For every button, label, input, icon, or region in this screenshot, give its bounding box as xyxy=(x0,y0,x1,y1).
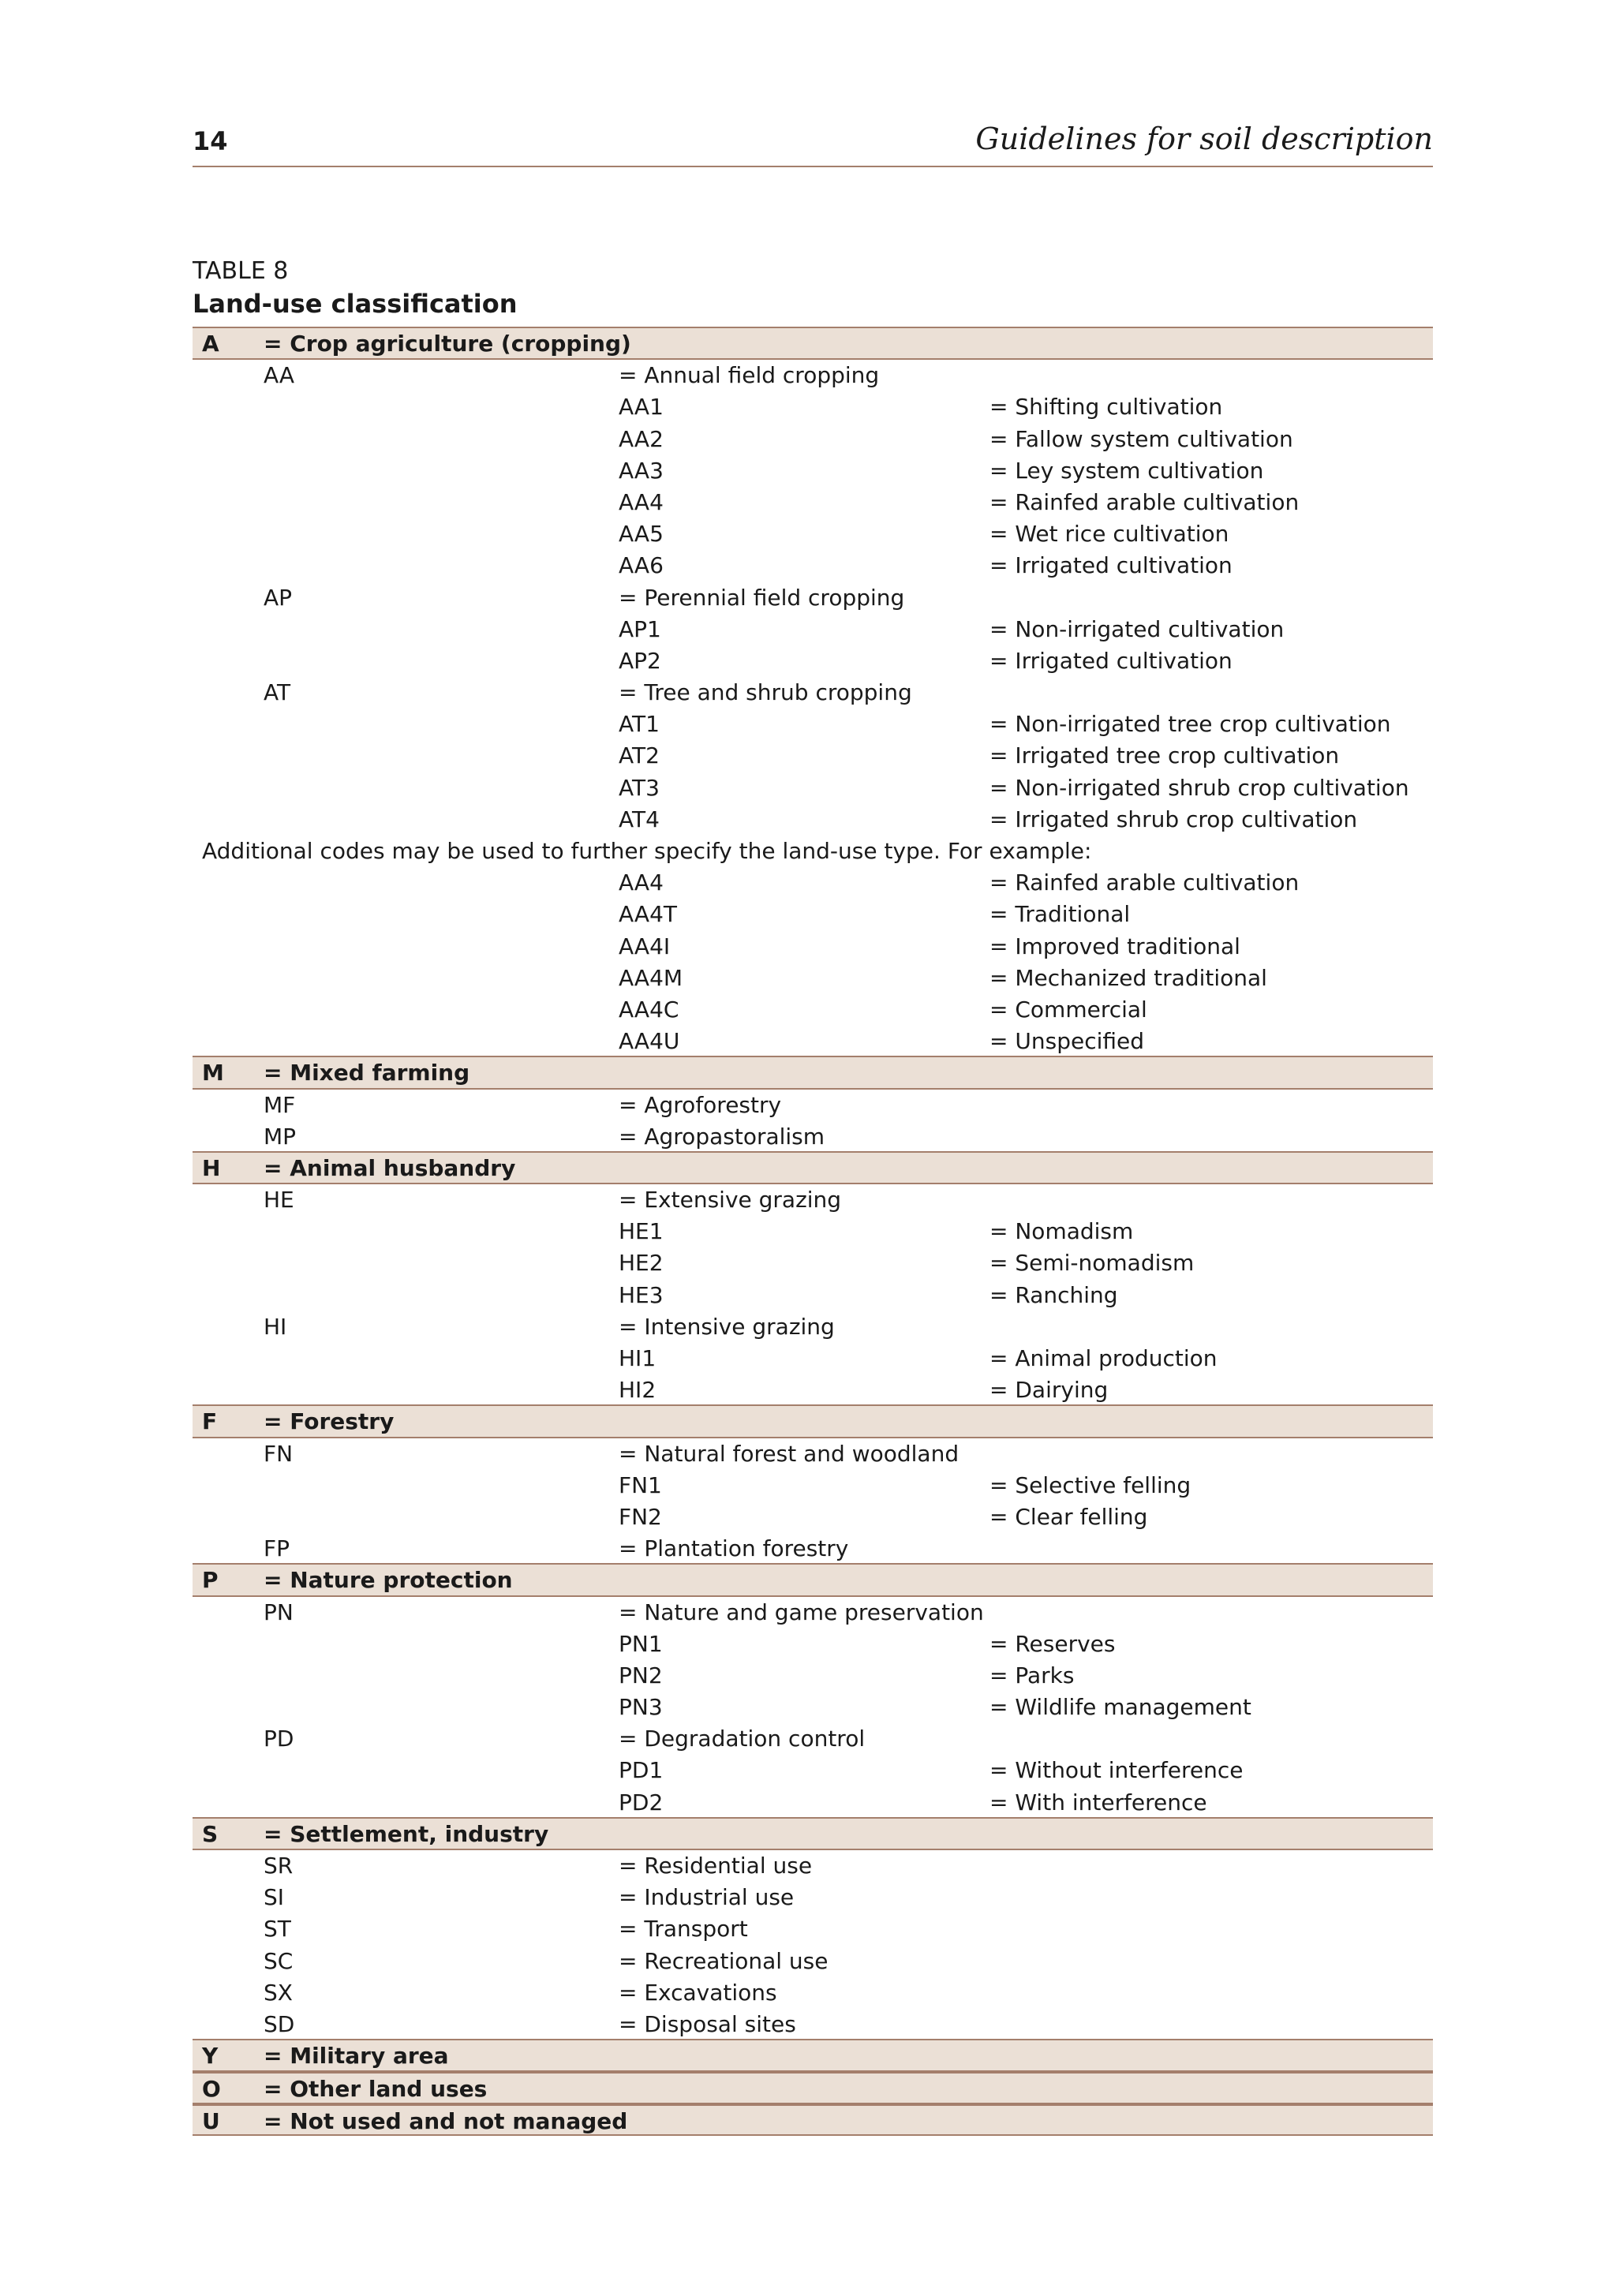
category-label: = Other land uses xyxy=(264,2076,488,2103)
subclass-row xyxy=(193,1977,1433,2009)
category-code: Y xyxy=(202,2043,219,2070)
subclass-code: SI xyxy=(264,1884,285,1911)
subclass-label: = Excavations xyxy=(619,1979,777,2006)
subclass-code: SD xyxy=(264,2010,295,2037)
detail-row xyxy=(193,1470,1433,1501)
subclass-row xyxy=(193,1850,1433,1882)
subclass-code: ST xyxy=(264,1916,291,1943)
subclass-code: PD xyxy=(264,1726,294,1752)
detail-code: PN1 xyxy=(619,1630,663,1657)
detail-row xyxy=(193,772,1433,804)
detail-label: = Animal production xyxy=(989,1345,1218,1371)
detail-code: FN1 xyxy=(619,1471,662,1498)
category-label: = Military area xyxy=(264,2043,449,2070)
detail-label: = Parks xyxy=(989,1662,1075,1688)
subclass-row xyxy=(193,2009,1433,2040)
detail-code: AA3 xyxy=(619,457,664,484)
subclass-row xyxy=(193,1311,1433,1343)
detail-row xyxy=(193,931,1433,963)
detail-row xyxy=(193,1280,1433,1311)
detail-label: = Non-irrigated shrub crop cultivation xyxy=(989,774,1409,801)
detail-code: HE3 xyxy=(619,1281,664,1308)
category-row xyxy=(193,1057,1433,1089)
category-label: = Mixed farming xyxy=(264,1060,470,1086)
detail-label: = With interference xyxy=(989,1789,1207,1815)
detail-label: = Wet rice cultivation xyxy=(989,521,1229,548)
detail-label: = Without interference xyxy=(989,1757,1244,1784)
subclass-label: = Natural forest and woodland xyxy=(619,1440,960,1467)
detail-row xyxy=(193,1501,1433,1533)
detail-row xyxy=(193,1629,1433,1660)
land-use-table xyxy=(193,327,1433,2136)
detail-row xyxy=(193,550,1433,581)
detail-label: = Irrigated shrub crop cultivation xyxy=(989,806,1358,832)
detail-code: AP1 xyxy=(619,615,661,642)
subclass-code: SX xyxy=(264,1979,293,2006)
detail-row xyxy=(193,1787,1433,1819)
detail-label: = Traditional xyxy=(989,901,1131,928)
category-row xyxy=(193,1565,1433,1596)
detail-row xyxy=(193,1692,1433,1723)
detail-code: PD2 xyxy=(619,1789,664,1815)
detail-label: = Ley system cultivation xyxy=(989,457,1264,484)
detail-code: HI1 xyxy=(619,1345,656,1371)
subclass-row xyxy=(193,1533,1433,1565)
subclass-code: MF xyxy=(264,1091,296,1118)
page-number: 14 xyxy=(193,126,228,156)
detail-label: = Nomadism xyxy=(989,1218,1134,1245)
category-code: M xyxy=(202,1060,224,1086)
detail-code: AT4 xyxy=(619,806,660,832)
detail-row xyxy=(193,518,1433,550)
detail-code: PN3 xyxy=(619,1694,663,1721)
detail-code: AA4 xyxy=(619,869,664,896)
detail-code: AA5 xyxy=(619,521,664,548)
subclass-label: = Recreational use xyxy=(619,1947,829,1974)
detail-code: AA2 xyxy=(619,425,664,452)
subclass-row xyxy=(193,1913,1433,1945)
detail-row xyxy=(193,1755,1433,1786)
subclass-label: = Plantation forestry xyxy=(619,1535,849,1562)
category-row xyxy=(193,2072,1433,2103)
detail-label: = Selective felling xyxy=(989,1471,1191,1498)
note-text: Additional codes may be used to further specify the land-use type. For example: xyxy=(202,838,1092,864)
subclass-row xyxy=(193,1090,1433,1121)
category-label: = Nature protection xyxy=(264,1567,513,1594)
category-label: = Settlement, industry xyxy=(264,1820,549,1847)
detail-code: AT2 xyxy=(619,742,660,769)
category-row xyxy=(193,328,1433,360)
detail-row xyxy=(193,804,1433,836)
detail-label: = Mechanized traditional xyxy=(989,964,1267,991)
detail-label: = Irrigated cultivation xyxy=(989,647,1233,674)
category-label: = Forestry xyxy=(264,1408,395,1435)
detail-label: = Non-irrigated tree crop cultivation xyxy=(989,711,1391,738)
category-label: = Crop agriculture (cropping) xyxy=(264,331,631,357)
subclass-label: = Agroforestry xyxy=(619,1091,782,1118)
detail-row xyxy=(193,424,1433,455)
subclass-label: = Annual field cropping xyxy=(619,362,880,389)
subclass-row xyxy=(193,1946,1433,1977)
subclass-label: = Agropastoralism xyxy=(619,1123,825,1150)
detail-code: PD1 xyxy=(619,1757,664,1784)
detail-label: = Improved traditional xyxy=(989,933,1240,959)
subclass-row xyxy=(193,582,1433,614)
subclass-label: = Degradation control xyxy=(619,1726,866,1752)
category-row xyxy=(193,1153,1433,1184)
subclass-row xyxy=(193,1882,1433,1913)
detail-row xyxy=(193,391,1433,423)
subclass-code: AT xyxy=(264,679,291,706)
detail-code: FN2 xyxy=(619,1503,662,1530)
detail-row xyxy=(193,994,1433,1026)
category-label: = Not used and not managed xyxy=(264,2107,628,2134)
subclass-row xyxy=(193,1723,1433,1755)
category-code: F xyxy=(202,1408,218,1435)
detail-label: = Wildlife management xyxy=(989,1694,1251,1721)
running-title: Guidelines for soil description xyxy=(975,122,1433,156)
detail-code: AA4T xyxy=(619,901,678,928)
subclass-label: = Nature and game preservation xyxy=(619,1599,984,1625)
subclass-row xyxy=(193,360,1433,391)
detail-label: = Dairying xyxy=(989,1377,1109,1404)
detail-label: = Irrigated tree crop cultivation xyxy=(989,742,1340,769)
subclass-row xyxy=(193,677,1433,709)
category-code: A xyxy=(202,331,219,357)
subclass-label: = Residential use xyxy=(619,1853,813,1879)
subclass-label: = Intensive grazing xyxy=(619,1313,835,1340)
detail-code: PN2 xyxy=(619,1662,663,1688)
subclass-label: = Industrial use xyxy=(619,1884,795,1911)
detail-code: AA4U xyxy=(619,1028,680,1055)
detail-row xyxy=(193,867,1433,899)
category-row xyxy=(193,2040,1433,2072)
detail-code: AT3 xyxy=(619,774,660,801)
subclass-code: FN xyxy=(264,1440,294,1467)
subclass-code: AP xyxy=(264,584,293,611)
subclass-code: HE xyxy=(264,1187,294,1213)
detail-row xyxy=(193,709,1433,740)
subclass-label: = Disposal sites xyxy=(619,2010,796,2037)
detail-label: = Reserves xyxy=(989,1630,1116,1657)
subclass-label: = Tree and shrub cropping xyxy=(619,679,912,706)
detail-row xyxy=(193,487,1433,518)
table-label: TABLE 8 xyxy=(193,257,289,285)
category-code: P xyxy=(202,1567,219,1594)
subclass-code: SR xyxy=(264,1853,294,1879)
detail-row xyxy=(193,963,1433,994)
detail-row xyxy=(193,1343,1433,1374)
category-code: O xyxy=(202,2076,221,2103)
subclass-label: = Perennial field cropping xyxy=(619,584,905,611)
running-header xyxy=(193,118,1433,167)
category-code: U xyxy=(202,2107,220,2134)
subclass-code: PN xyxy=(264,1599,294,1625)
table-title: Land-use classification xyxy=(193,289,518,319)
detail-label: = Unspecified xyxy=(989,1028,1144,1055)
detail-label: = Clear felling xyxy=(989,1503,1148,1530)
subclass-code: AA xyxy=(264,362,295,389)
detail-code: AA4I xyxy=(619,933,671,959)
subclass-row xyxy=(193,1184,1433,1216)
detail-label: = Non-irrigated cultivation xyxy=(989,615,1285,642)
category-code: S xyxy=(202,1820,219,1847)
note-row xyxy=(193,836,1433,867)
subclass-code: MP xyxy=(264,1123,297,1150)
subclass-label: = Extensive grazing xyxy=(619,1187,842,1213)
detail-code: AP2 xyxy=(619,647,661,674)
detail-code: HE2 xyxy=(619,1250,664,1277)
category-row xyxy=(193,1406,1433,1438)
subclass-code: SC xyxy=(264,1947,294,1974)
category-row xyxy=(193,2104,1433,2136)
detail-code: AA4C xyxy=(619,996,679,1023)
detail-label: = Commercial xyxy=(989,996,1147,1023)
detail-code: AT1 xyxy=(619,711,660,738)
detail-code: AA6 xyxy=(619,552,664,579)
detail-label: = Shifting cultivation xyxy=(989,394,1223,421)
detail-label: = Semi-nomadism xyxy=(989,1250,1195,1277)
detail-row xyxy=(193,1216,1433,1247)
detail-row xyxy=(193,455,1433,487)
detail-label: = Fallow system cultivation xyxy=(989,425,1293,452)
detail-label: = Irrigated cultivation xyxy=(989,552,1233,579)
detail-row xyxy=(193,645,1433,677)
detail-code: AA1 xyxy=(619,394,664,421)
subclass-code: HI xyxy=(264,1313,287,1340)
detail-label: = Rainfed arable cultivation xyxy=(989,488,1300,515)
detail-row xyxy=(193,1026,1433,1057)
detail-row xyxy=(193,740,1433,772)
subclass-code: FP xyxy=(264,1535,290,1562)
subclass-row xyxy=(193,1438,1433,1470)
category-code: H xyxy=(202,1154,221,1181)
subclass-row xyxy=(193,1597,1433,1629)
category-label: = Animal husbandry xyxy=(264,1154,516,1181)
subclass-label: = Transport xyxy=(619,1916,748,1943)
detail-code: HE1 xyxy=(619,1218,664,1245)
detail-row xyxy=(193,899,1433,930)
detail-code: AA4 xyxy=(619,488,664,515)
detail-code: AA4M xyxy=(619,964,683,991)
subclass-row xyxy=(193,1121,1433,1153)
detail-row xyxy=(193,1374,1433,1406)
detail-row xyxy=(193,1660,1433,1692)
detail-label: = Rainfed arable cultivation xyxy=(989,869,1300,896)
detail-row xyxy=(193,1247,1433,1279)
detail-code: HI2 xyxy=(619,1377,656,1404)
category-row xyxy=(193,1819,1433,1850)
detail-row xyxy=(193,614,1433,645)
detail-label: = Ranching xyxy=(989,1281,1118,1308)
